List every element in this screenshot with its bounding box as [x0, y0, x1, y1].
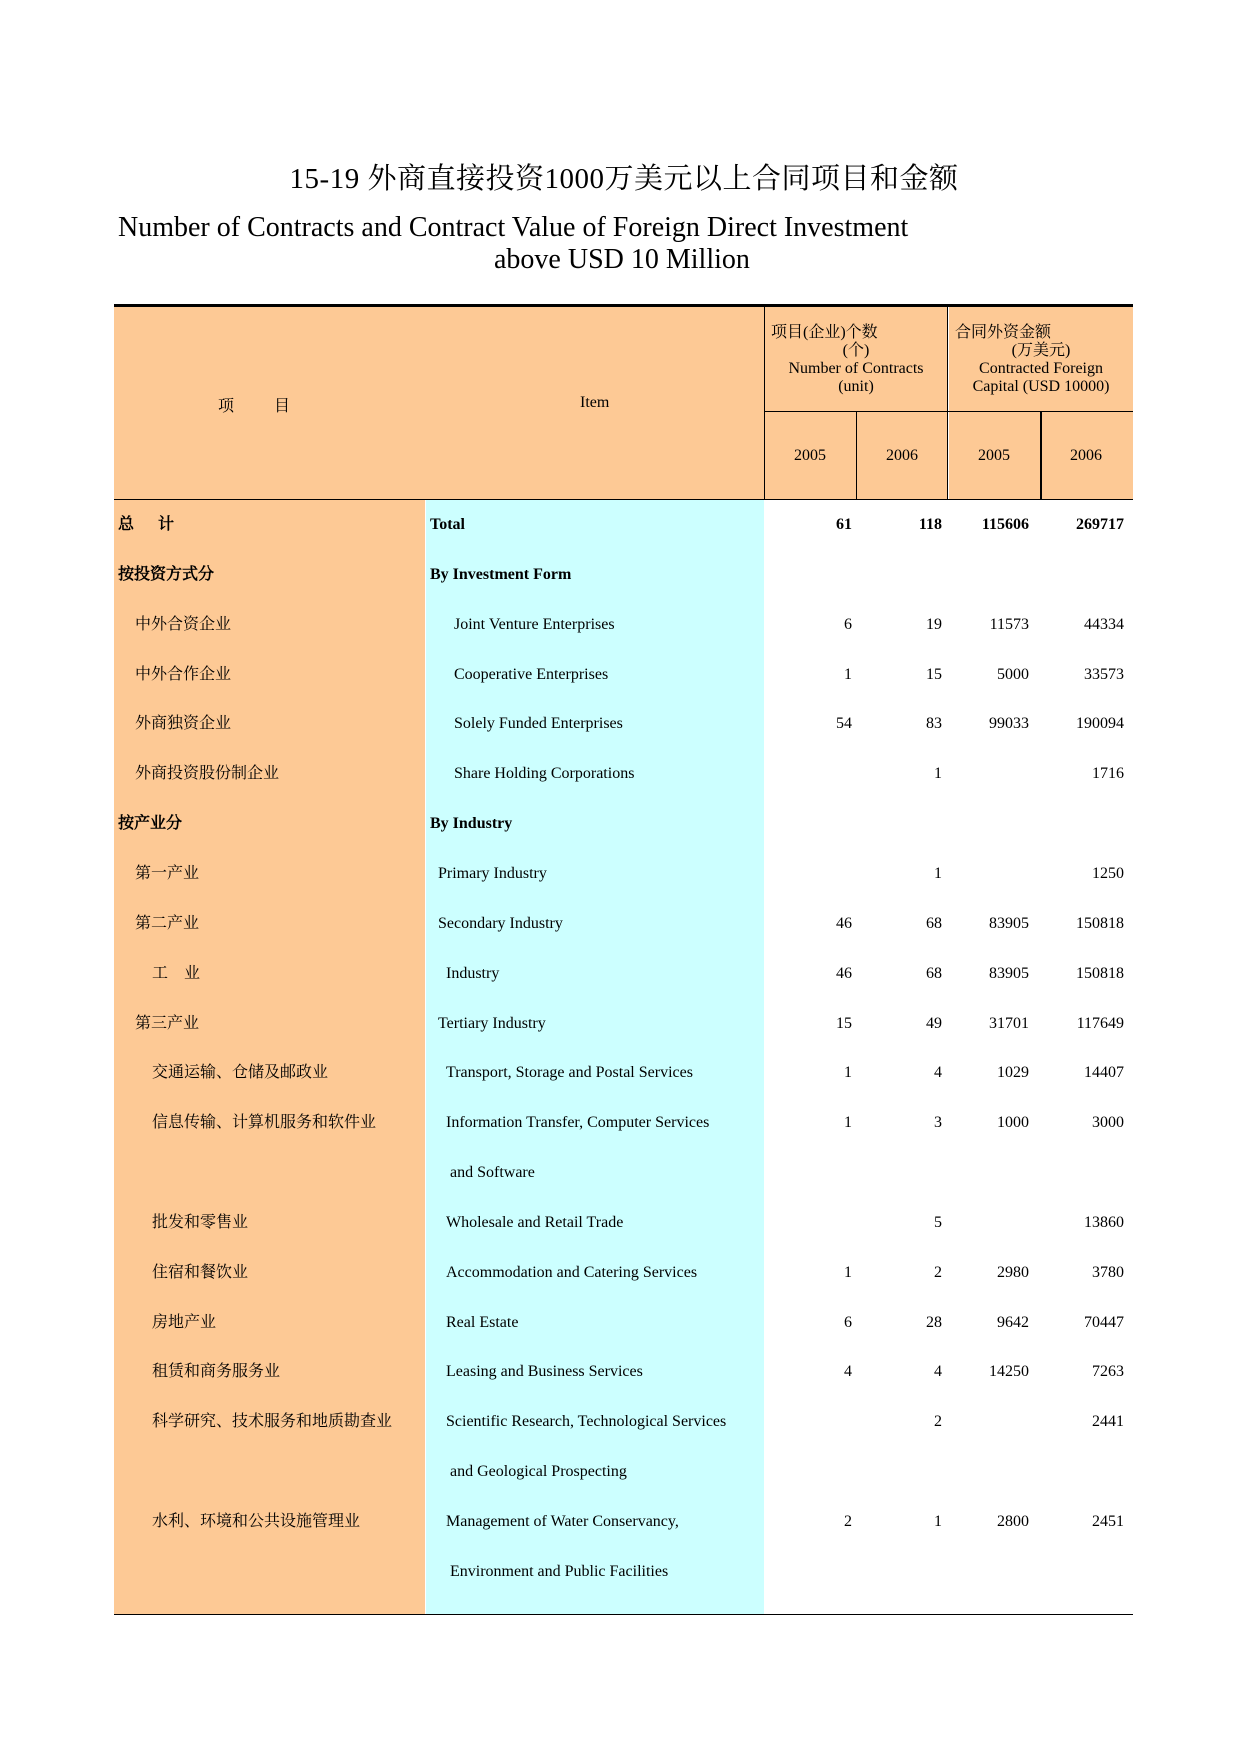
row-label-chinese: 第三产业: [135, 1014, 200, 1032]
value-capital-2006: 150818: [1076, 914, 1124, 932]
value-capital-2005: 83905: [989, 964, 1029, 982]
row-label-english: Information Transfer, Computer Services: [446, 1114, 710, 1132]
header-year-contracts-2005: 2005: [794, 447, 826, 464]
value-capital-2006: 33573: [1084, 665, 1124, 683]
header-capital-unit-cn: (万美元): [1011, 342, 1071, 359]
value-contracts-2006: 5: [934, 1213, 942, 1231]
table-row: [114, 749, 1133, 799]
value-contracts-2005: 1: [844, 1114, 852, 1132]
value-capital-2006: 117649: [1076, 1014, 1124, 1032]
value-capital-2006: 1250: [1092, 864, 1124, 882]
row-label-english: Management of Water Conservancy,: [446, 1513, 679, 1530]
header-capital-en: Contracted Foreign: [979, 360, 1103, 377]
value-contracts-2006: 3: [934, 1114, 942, 1132]
row-label-chinese: 第二产业: [135, 914, 200, 932]
table-row: [114, 550, 1133, 600]
value-contracts-2006: 1: [934, 765, 942, 783]
header-contracts-unit-cn: (个): [842, 342, 870, 359]
value-contracts-2006: 1: [934, 1513, 942, 1530]
row-label-english: and Geological Prospecting: [450, 1463, 627, 1481]
table-row: [114, 1098, 1133, 1148]
table-row: [114, 1547, 1133, 1597]
row-label-chinese: 按产业分: [118, 815, 183, 833]
header-divider: [1040, 412, 1042, 500]
header-capital-cn: 合同外资金额: [955, 324, 1052, 341]
value-capital-2005: 1000: [997, 1114, 1029, 1132]
row-label-chinese: 总 计: [118, 516, 175, 533]
row-label-chinese: 第一产业: [135, 864, 200, 882]
value-capital-2006: 3000: [1092, 1114, 1124, 1132]
row-label-chinese: 批发和零售业: [152, 1213, 249, 1231]
table-row: [114, 600, 1133, 650]
value-contracts-2005: 1: [844, 665, 852, 683]
value-contracts-2006: 19: [926, 615, 942, 633]
value-contracts-2006: 118: [918, 516, 942, 533]
page-title-english-line2: above USD 10 Million: [494, 244, 750, 275]
value-contracts-2005: 2: [844, 1513, 852, 1530]
header-year-capital-2006: 2006: [1070, 447, 1102, 464]
table-row: [114, 1198, 1133, 1248]
table-row: [114, 1048, 1133, 1098]
header-contracts-cn: 项目(企业)个数: [771, 324, 878, 341]
row-label-english: and Software: [450, 1164, 535, 1182]
row-label-chinese: 按投资方式分: [118, 565, 215, 583]
value-capital-2006: 13860: [1084, 1213, 1124, 1231]
table-row: [114, 1347, 1133, 1397]
header-item-chinese: 项 目: [218, 398, 291, 415]
row-label-chinese: 外商投资股份制企业: [135, 765, 280, 783]
header-contracts-unit-en: (unit): [838, 378, 874, 395]
value-contracts-2005: 46: [836, 914, 852, 932]
row-label-english: By Investment Form: [430, 565, 572, 583]
value-contracts-2006: 68: [926, 914, 942, 932]
row-label-english: Total: [430, 516, 465, 533]
value-capital-2005: 2800: [997, 1513, 1029, 1530]
row-label-english: Scientific Research, Technological Services: [446, 1413, 727, 1431]
page-title-english-line1: Number of Contracts and Contract Value of Foreign Direct Investment: [118, 212, 909, 243]
table-row: [114, 799, 1133, 849]
table-bottom-rule: [114, 1614, 1133, 1615]
value-contracts-2006: 4: [934, 1363, 942, 1381]
row-label-chinese: 住宿和餐饮业: [152, 1263, 249, 1281]
table-row: [114, 500, 1133, 550]
row-label-english: Solely Funded Enterprises: [454, 715, 623, 733]
header-year-contracts-2006: 2006: [886, 447, 918, 464]
value-capital-2005: 9642: [997, 1313, 1029, 1331]
row-label-chinese: 信息传输、计算机服务和软件业: [152, 1114, 377, 1132]
row-label-english: Tertiary Industry: [438, 1014, 546, 1032]
row-label-chinese: 交通运输、仓储及邮政业: [152, 1064, 329, 1082]
value-capital-2005: 99033: [989, 715, 1029, 733]
row-label-english: Transport, Storage and Postal Services: [446, 1064, 693, 1082]
page-title-chinese: 15-19 外商直接投资1000万美元以上合同项目和金额: [289, 163, 959, 195]
value-capital-2006: 269717: [1076, 516, 1124, 533]
table-row: [114, 899, 1133, 949]
value-capital-2006: 2441: [1092, 1413, 1124, 1431]
value-capital-2005: 115606: [981, 516, 1029, 533]
row-label-english: Accommodation and Catering Services: [446, 1263, 698, 1281]
value-contracts-2006: 83: [926, 715, 942, 733]
table-row: [114, 1298, 1133, 1348]
row-label-chinese: 工 业: [152, 964, 201, 982]
value-capital-2006: 14407: [1084, 1064, 1124, 1082]
value-contracts-2006: 28: [926, 1313, 942, 1331]
row-label-chinese: 租赁和商务服务业: [152, 1363, 281, 1381]
value-contracts-2006: 2: [934, 1413, 942, 1431]
row-label-chinese: 外商独资企业: [135, 715, 232, 733]
value-capital-2006: 2451: [1092, 1513, 1124, 1530]
table-row: [114, 650, 1133, 700]
table-row: [114, 699, 1133, 749]
header-divider: [947, 307, 948, 500]
value-capital-2005: 5000: [997, 665, 1029, 683]
table-row: [114, 1397, 1133, 1447]
value-contracts-2006: 49: [926, 1014, 942, 1032]
row-label-english: Real Estate: [446, 1313, 519, 1331]
row-label-english: Joint Venture Enterprises: [454, 615, 615, 633]
table-row: [114, 1148, 1133, 1198]
value-contracts-2005: 6: [844, 1313, 852, 1331]
row-label-english: Share Holding Corporations: [454, 765, 635, 783]
value-capital-2006: 70447: [1084, 1313, 1124, 1331]
value-contracts-2006: 1: [934, 864, 942, 882]
table-row: [114, 1447, 1133, 1497]
value-contracts-2005: 6: [844, 615, 852, 633]
value-contracts-2005: 1: [844, 1064, 852, 1082]
value-capital-2005: 31701: [989, 1014, 1029, 1032]
value-contracts-2006: 4: [934, 1064, 942, 1082]
header-item-cell: [114, 307, 764, 500]
row-label-english: Primary Industry: [438, 864, 547, 882]
row-label-english: Wholesale and Retail Trade: [446, 1213, 624, 1231]
header-year-capital-2005: 2005: [978, 447, 1010, 464]
value-contracts-2005: 1: [844, 1263, 852, 1281]
value-capital-2005: 2980: [997, 1263, 1029, 1281]
value-contracts-2006: 68: [926, 964, 942, 982]
value-capital-2006: 190094: [1076, 715, 1124, 733]
row-label-english: Secondary Industry: [438, 914, 563, 932]
row-label-chinese: 中外合作企业: [135, 665, 232, 683]
header-divider: [856, 412, 857, 500]
row-label-english: Environment and Public Facilities: [450, 1562, 669, 1580]
value-capital-2005: 1029: [997, 1064, 1029, 1082]
row-label-chinese: 水利、环境和公共设施管理业: [152, 1513, 361, 1530]
table-row: [114, 999, 1133, 1049]
value-contracts-2006: 2: [934, 1263, 942, 1281]
value-contracts-2005: 15: [836, 1014, 852, 1032]
value-contracts-2005: 4: [844, 1363, 852, 1381]
value-capital-2006: 3780: [1092, 1263, 1124, 1281]
header-divider: [764, 307, 765, 500]
value-capital-2006: 44334: [1084, 615, 1124, 633]
value-capital-2005: 83905: [989, 914, 1029, 932]
value-capital-2005: 11573: [989, 615, 1029, 633]
value-contracts-2006: 15: [926, 665, 942, 683]
row-label-chinese: 科学研究、技术服务和地质勘查业: [152, 1413, 393, 1431]
table-row: [114, 949, 1133, 999]
table-row: [114, 1248, 1133, 1298]
value-capital-2006: 7263: [1092, 1363, 1124, 1381]
value-capital-2005: 14250: [989, 1363, 1029, 1381]
header-item-english: Item: [580, 394, 610, 411]
row-label-english: By Industry: [430, 815, 513, 833]
value-capital-2006: 150818: [1076, 964, 1124, 982]
row-label-chinese: 房地产业: [152, 1313, 217, 1331]
value-contracts-2005: 61: [836, 516, 852, 533]
table-row: [114, 1497, 1133, 1547]
table-row: [114, 849, 1133, 899]
value-contracts-2005: 54: [836, 715, 852, 733]
value-contracts-2005: 46: [836, 964, 852, 982]
row-label-chinese: 中外合资企业: [135, 615, 232, 633]
header-contracts-en: Number of Contracts: [788, 360, 924, 377]
header-divider: [764, 411, 1133, 412]
value-capital-2006: 1716: [1092, 765, 1124, 783]
row-label-english: Cooperative Enterprises: [454, 665, 609, 683]
row-label-english: Industry: [446, 964, 500, 982]
row-label-english: Leasing and Business Services: [446, 1363, 643, 1381]
header-capital-unit-en: Capital (USD 10000): [972, 378, 1110, 395]
